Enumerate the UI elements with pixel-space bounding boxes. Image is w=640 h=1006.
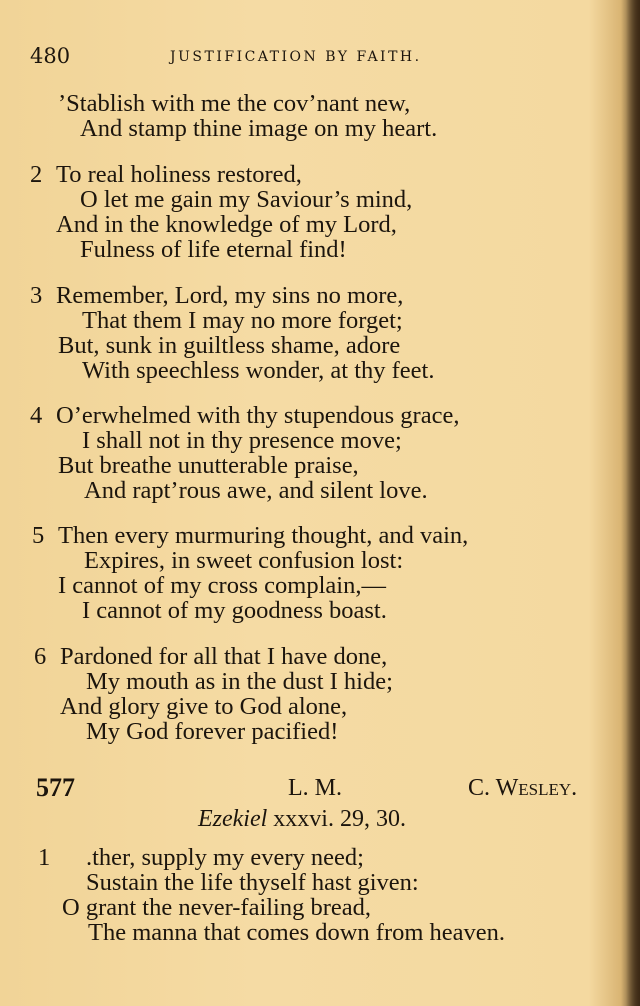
verse-line: Pardoned for all that I have done, <box>60 643 388 670</box>
verse-line: .ther, supply my every need; <box>86 844 364 871</box>
verse-line: O’erwhelmed with thy stupendous grace, <box>56 402 460 429</box>
verse-line: And glory give to God alone, <box>60 693 348 720</box>
verse-line: Remember, Lord, my sins no more, <box>56 282 404 309</box>
verse-line: The manna that comes down from heaven. <box>88 919 506 946</box>
verse-line: And in the knowledge of my Lord, <box>56 211 397 238</box>
verse-line: That them I may no more forget; <box>82 307 403 334</box>
verse-number: 1 <box>38 844 51 871</box>
scripture-chapter-verse: xxxvi. 29, 30. <box>267 806 406 832</box>
scripture-book: Ezekiel <box>198 806 268 832</box>
verse-number: 3 <box>30 282 43 309</box>
hymn-author: C. Wesley. <box>468 775 578 801</box>
verse-number: 4 <box>30 402 43 429</box>
verse-number: 6 <box>34 643 47 670</box>
running-title: JUSTIFICATION BY FAITH. <box>170 49 422 65</box>
verse-line: O let me gain my Saviour’s mind, <box>80 186 413 213</box>
page-number: 480 <box>30 44 71 68</box>
verse-line: ’Stablish with me the cov’nant new, <box>58 90 411 117</box>
page-header <box>30 44 610 74</box>
verse-line: And stamp thine image on my heart. <box>80 115 438 142</box>
hymn-header <box>36 773 606 803</box>
verse-line: And rapt’rous awe, and silent love. <box>84 477 428 504</box>
verse-line: With speechless wonder, at thy feet. <box>82 357 435 384</box>
verse-line: O grant the never-failing bread, <box>62 894 372 921</box>
verse-line: Fulness of life eternal find! <box>80 236 347 263</box>
verse-line: I cannot of my goodness boast. <box>82 597 387 624</box>
verse-number: 5 <box>32 522 45 549</box>
verse-line: My mouth as in the dust I hide; <box>86 668 393 695</box>
hymn-meter: L. M. <box>288 775 342 801</box>
verse-line: Then every murmuring thought, and vain, <box>58 522 469 549</box>
verse-line: But breathe unutterable praise, <box>58 452 359 479</box>
verse-line: But, sunk in guiltless shame, adore <box>58 332 401 359</box>
verse-line: Sustain the life thyself hast given: <box>86 869 419 896</box>
verse-line: I cannot of my cross complain,— <box>58 572 386 599</box>
hymn-number: 577 <box>36 773 75 802</box>
verse-number: 2 <box>30 161 43 188</box>
verse-line: Expires, in sweet confusion lost: <box>84 547 404 574</box>
scripture-reference <box>198 806 406 833</box>
page-edge-shadow <box>626 0 640 1006</box>
verse-line: To real holiness restored, <box>56 161 302 188</box>
verse-line: I shall not in thy presence move; <box>82 427 402 454</box>
verse-line: My God forever pacified! <box>86 718 339 745</box>
